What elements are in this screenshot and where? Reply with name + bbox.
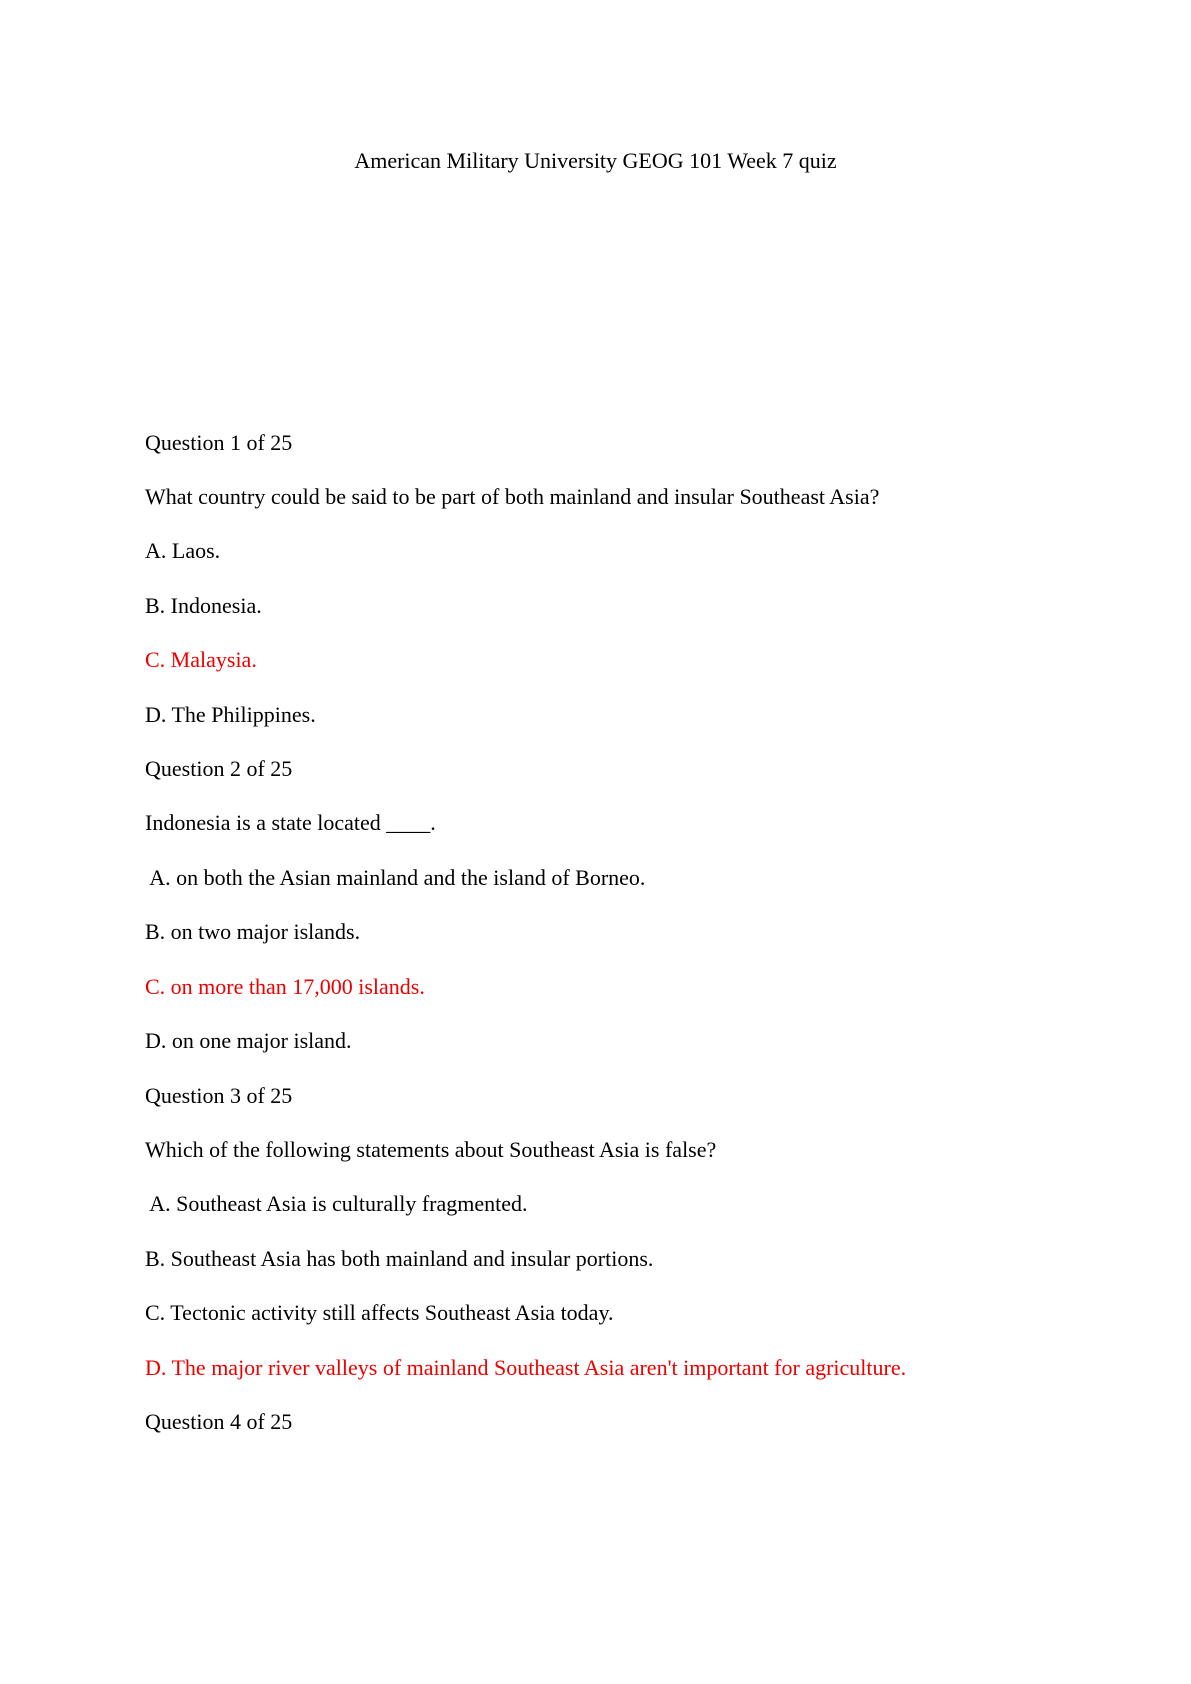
- question-1-option-a: A. Laos.: [145, 538, 221, 563]
- question-3-option-a: A. Southeast Asia is culturally fragmented.: [145, 1191, 528, 1216]
- question-1-header: Question 1 of 25: [145, 430, 293, 455]
- question-2-option-a: A. on both the Asian mainland and the island of Borneo.: [145, 865, 646, 890]
- question-1-prompt: What country could be said to be part of both mainland and insular Southeast Asia?: [145, 484, 880, 509]
- question-2-option-c-correct: C. on more than 17,000 islands.: [145, 974, 425, 999]
- question-2-option-d: D. on one major island.: [145, 1028, 352, 1053]
- question-1-option-b: B. Indonesia.: [145, 593, 262, 618]
- question-1-option-d: D. The Philippines.: [145, 702, 316, 727]
- question-3-option-c: C. Tectonic activity still affects Southeast Asia today.: [145, 1300, 614, 1325]
- question-3-option-b: B. Southeast Asia has both mainland and insular portions.: [145, 1246, 654, 1271]
- question-2-prompt: Indonesia is a state located ____.: [145, 810, 436, 835]
- question-4-header: Question 4 of 25: [145, 1409, 293, 1434]
- question-3-option-d-correct: D. The major river valleys of mainland Southeast Asia aren't important for agriculture.: [145, 1355, 907, 1380]
- question-2-header: Question 2 of 25: [145, 756, 293, 781]
- question-2-option-b: B. on two major islands.: [145, 919, 361, 944]
- question-3-prompt: Which of the following statements about Southeast Asia is false?: [145, 1137, 717, 1162]
- document-title: American Military University GEOG 101 Week 7 quiz: [354, 148, 837, 173]
- question-1-option-c-correct: C. Malaysia.: [145, 647, 257, 672]
- question-3-header: Question 3 of 25: [145, 1083, 293, 1108]
